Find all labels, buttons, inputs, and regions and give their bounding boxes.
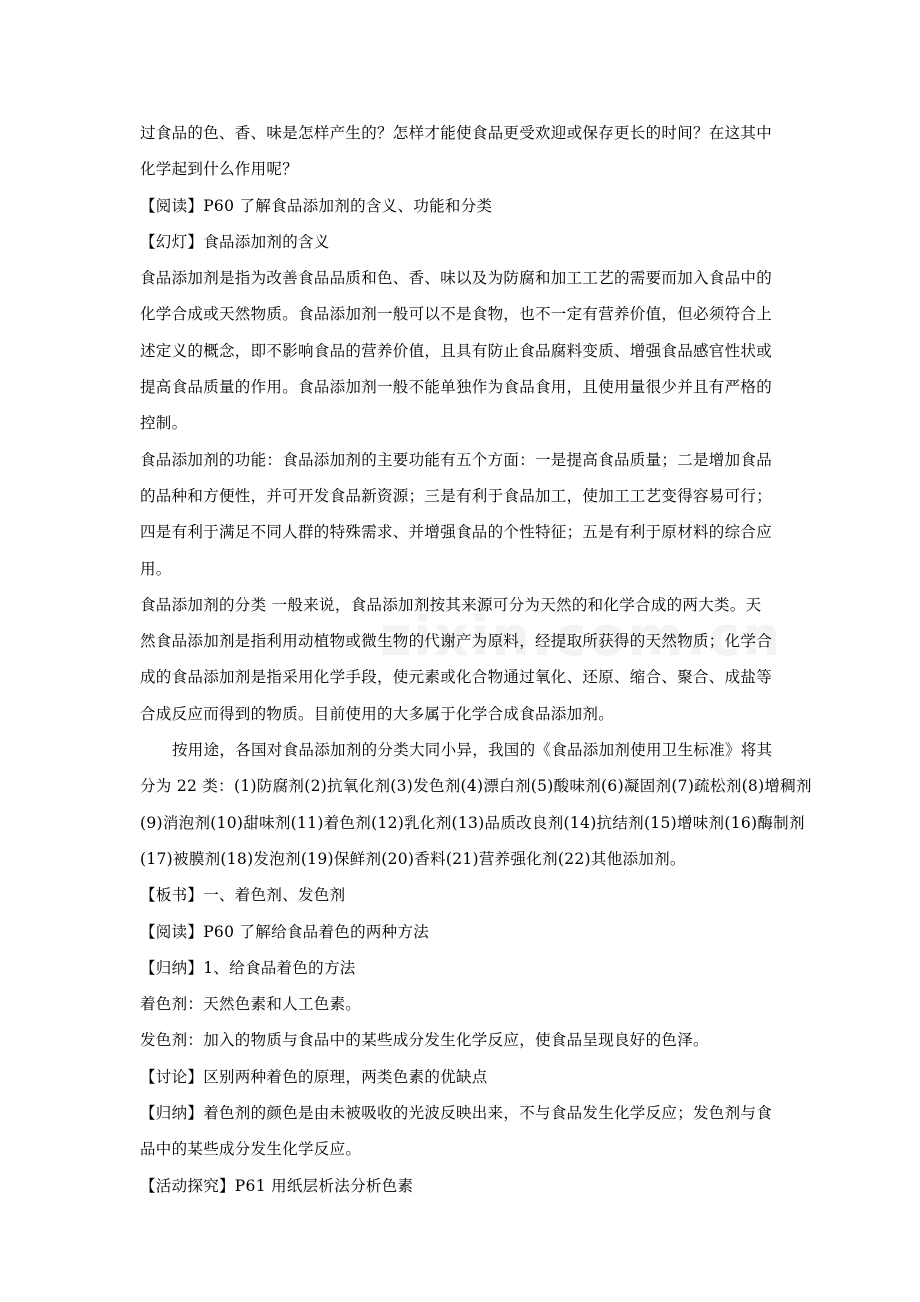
text-line: 四是有利于满足不同人群的特殊需求、并增强食品的个性特征；五是有利于原材料的综合应 [140,523,773,542]
text-line: 【阅读】P60 了解食品添加剂的含义、功能和分类 [140,196,493,215]
text-line: 【幻灯】食品添加剂的含义 [140,232,330,251]
text-line: 然食品添加剂是指利用动植物或微生物的代谢产为原料，经提取所获得的天然物质；化学合 [140,632,773,651]
text-line: 【讨论】区别两种着色的原理，两类色素的优缺点 [140,1067,488,1086]
text-line: 用。 [140,559,172,578]
text-line: (9)消泡剂(10)甜味剂(11)着色剂(12)乳化剂(13)品质改良剂(14)抗结剂(15)增味剂(16)酶制剂 [140,813,805,832]
text-line: 着色剂：天然色素和人工色素。 [140,995,362,1014]
text-line: 过食品的色、香、味是怎样产生的？怎样才能使食品更受欢迎或保存更长的时间？在这其中 [140,124,773,142]
text-line: (17)被膜剂(18)发泡剂(19)保鲜剂(20)香料(21)营养强化剂(22)其他添加剂。 [140,849,686,868]
text-line: 按用途，各国对食品添加剂的分类大同小异，我国的《食品添加剂使用卫生标准》将其 [172,741,773,760]
text-line: 化学合成或天然物质。食品添加剂一般可以不是食物，也不一定有营养价值，但必须符合上 [140,305,773,324]
text-line: 发色剂：加入的物质与食品中的某些成分发生化学反应，使食品呈现良好的色泽。 [140,1031,709,1050]
text-line: 食品添加剂是指为改善食品品质和色、香、味以及为防腐和加工工艺的需要而加入食品中的 [140,269,773,288]
text-line: 品中的某些成分发生化学反应。 [140,1140,362,1159]
text-line: 食品添加剂的功能：食品添加剂的主要功能有五个方面：一是提高食品质量；二是增加食品 [140,450,773,469]
text-line: 食品添加剂的分类 一般来说，食品添加剂按其来源可分为天然的和化学合成的两大类。天 [140,595,762,614]
document-body [140,115,812,1204]
text-line: 【活动探究】P61 用纸层析法分析色素 [140,1176,414,1195]
text-line: 成的食品添加剂是指采用化学手段，使元素或化合物通过氧化、还原、缩合、聚合、成盐等 [140,668,773,687]
text-line: 【归纳】1、给食品着色的方法 [140,958,356,977]
text-line: 控制。 [140,414,188,433]
text-line: 提高食品质量的作用。食品添加剂一般不能单独作为食品食用，且使用量很少并且有严格的 [140,378,773,397]
text-line: 的品种和方便性，并可开发食品新资源；三是有利于食品加工，使加工工艺变得容易可行； [140,486,773,505]
text-line: 【阅读】P60 了解给食品着色的两种方法 [140,922,430,941]
text-line: 述定义的概念，即不影响食品的营养价值，且具有防止食品腐料变质、增强食品感官性状或 [140,341,773,360]
text-line: 【板书】一、着色剂、发色剂 [140,886,346,905]
text-line: 合成反应而得到的物质。目前使用的大多属于化学合成食品添加剂。 [140,704,615,723]
text-line: 化学起到什么作用呢？ [140,160,299,179]
text-line: 分为 22 类：(1)防腐剂(2)抗氧化剂(3)发色剂(4)漂白剂(5)酸味剂(6)凝固剂(7)疏松剂(8)增稠剂 [140,777,812,796]
text-line: 【归纳】着色剂的颜色是由未被吸收的光波反映出来，不与食品发生化学反应；发色剂与食 [140,1104,773,1123]
